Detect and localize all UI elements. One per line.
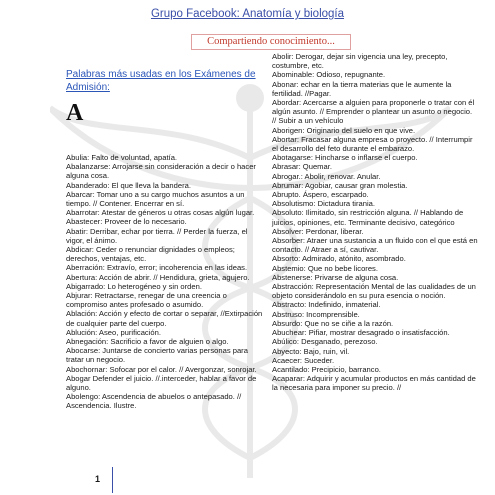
glossary-entry: Abstenerse: Privarse de alguna cosa. xyxy=(272,272,399,282)
glossary-entry: Abyecto: Bajo, ruin, vil. xyxy=(272,346,350,356)
glossary-entry: Abonar: echar en la tierra materias que le aumente la fertilidad. //Pagar. xyxy=(272,79,452,98)
glossary-entry: Abolir: Derogar, dejar sin vigencia una ley, precepto, costumbre, etc. xyxy=(272,52,448,71)
section-letter: A xyxy=(66,100,84,126)
glossary-entry: Abortar: Fracasar alguna empresa o proyecto. // Interrumpir el desarrollo del feto durante el embarazo. xyxy=(272,134,473,154)
glossary-entry: Abanderado: El que lleva la bandera. xyxy=(66,180,191,190)
right-column xyxy=(272,52,478,393)
glossary-entry: Abstracción: Representación Mental de las cualidades de un objeto considerándolo en su pura esencia o noción. xyxy=(272,282,476,301)
page-number: 1 xyxy=(95,474,101,484)
glossary-entry: Abuchear: Pifiar, mostrar desagrado o insatisfacción. xyxy=(272,328,450,338)
page-header-title: Grupo Facebook: Anatomía y biología xyxy=(150,8,345,20)
glossary-entry: Abstemio: Que no bebe licores. xyxy=(272,263,378,273)
glossary-entry: Acaecer: Suceder. xyxy=(272,355,335,365)
glossary-entry: Abstracto: Indefinido, inmaterial. xyxy=(272,300,381,310)
glossary-entry: Abúlico: Desganado, perezoso. xyxy=(272,337,378,347)
glossary-entry: Abolengo: Ascendencia de abuelos o antepasado. // Ascendencia. Ilustre. xyxy=(66,392,242,411)
glossary-entry: Ablución: Aseo, purificación. xyxy=(66,327,161,337)
left-column xyxy=(66,153,264,411)
page-header-subtitle: Compartiendo conocimiento... xyxy=(191,34,351,50)
glossary-entry: Abstruso: Incomprensible. xyxy=(272,309,360,319)
glossary-entry: Abastecer: Proveer de lo necesario. xyxy=(66,217,187,227)
section-title: Palabras más usadas en los Exámenes de Admisión: xyxy=(66,69,256,93)
glossary-entry: Abrogar.: Abolir, renovar. Anular. xyxy=(272,171,381,181)
glossary-entry: Abalanzarse: Arrojarse sin consideración a decir o hacer alguna cosa. xyxy=(66,162,256,181)
glossary-entry: Absorto: Admirado, atónito, asombrado. xyxy=(272,254,406,264)
glossary-entry: Abocarse: Juntarse de concierto varias personas para tratar un negocio. xyxy=(66,346,248,365)
footer-divider xyxy=(112,467,113,493)
glossary-entry: Abnegación: Sacrificio a favor de alguien o algo. xyxy=(66,337,229,347)
glossary-entry: Abjurar: Retractarse, renegar de una creencia o compromiso antes profesado o asumido. xyxy=(66,291,227,310)
glossary-entry: Abrumar: Agobiar, causar gran molestia. xyxy=(272,180,408,190)
glossary-entry: Abochornar: Sofocar por el calor. // Avergonzar, sonrojar. xyxy=(66,364,257,374)
glossary-entry: Acantilado: Precipicio, barranco. xyxy=(272,364,381,374)
glossary-entry: Abigarrado: Lo heterogéneo y sin orden. xyxy=(66,281,202,291)
glossary-entry: Acaparar: Adquirir y acumular productos en más cantidad de la necesaria para imponer su precio. // xyxy=(272,374,476,393)
glossary-entry: Abdicar: Ceder o renunciar dignidades o empleos; derechos, ventajas, etc. xyxy=(66,245,235,264)
glossary-entry: Absurdo: Que no se ciñe a la razón. xyxy=(272,318,394,328)
glossary-entry: Abominable: Odioso, repugnante. xyxy=(272,70,386,80)
glossary-entry: Abulia: Falto de voluntad, apatía. xyxy=(66,153,178,162)
glossary-entry: Absoluto: Ilimitado, sin restricción alguna. // Hablando de juicios, opiniones, etc. Terminante decisivo, categórico xyxy=(272,208,464,227)
glossary-entry: Absorber: Atraer una sustancia a un fluido con el que está en contacto. // Atraer a sí, cautivar. xyxy=(272,236,478,255)
glossary-entry: Abordar: Acercarse a alguien para proponerle o tratar con él algún asunto. // Emprender o plantear un asunto o negocio. // Subir a un vehículo xyxy=(272,98,475,126)
glossary-entry: Aberración: Extravío, error; incoherencia en las ideas. xyxy=(66,263,248,273)
glossary-entry: Abarcar: Tomar uno a su cargo muchos asuntos a un tiempo. // Contener. Encerrar en sí. xyxy=(66,189,245,209)
glossary-entry: Abarrotar: Atestar de géneros u otras cosas algún lugar. xyxy=(66,208,255,218)
glossary-entry: Abrasar: Quemar. xyxy=(272,162,332,172)
glossary-entry: Ablación: Acción y efecto de cortar o separar, //Extirpación de cualquier parte del cuerpo. xyxy=(66,309,263,328)
glossary-entry: Abrupto. Áspero, escarpado. xyxy=(272,190,369,200)
glossary-entry: Absolutismo: Dictadura tirania. xyxy=(272,199,375,209)
glossary-entry: Abogar Defender el juicio. //.interceder, hablar a favor de alguno. xyxy=(66,373,257,393)
glossary-entry: Aborigen: Originario del suelo en que vive. xyxy=(272,125,416,135)
glossary-entry: Abertura: Acción de abrir. // Hendidura, grieta, agujero. xyxy=(66,272,250,282)
glossary-entry: Abotagarse: Hincharse o inflarse el cuerpo. xyxy=(272,153,418,163)
glossary-entry: Abatir: Derribar, echar por tierra. // Perder la fuerza, el vigor, el ánimo. xyxy=(66,226,248,245)
glossary-entry: Absolver: Perdonar, liberar. xyxy=(272,226,364,236)
